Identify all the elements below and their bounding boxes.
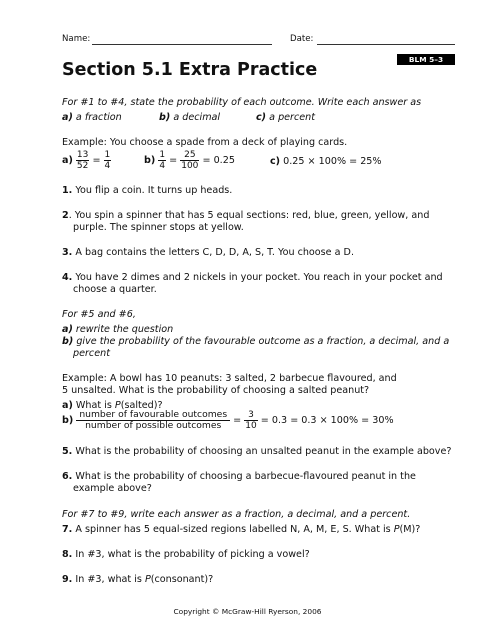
option-a-text: a fraction [75, 112, 122, 123]
fraction-numerator: 1 [104, 150, 111, 160]
question-2-cont: purple. The spinner stops at yellow. [73, 222, 244, 233]
example-1-a-marker: a) [62, 154, 73, 166]
question-text: In #3, what is [75, 574, 145, 585]
question-text: What is the probability of choosing a barbecue-flavoured peanut in the [75, 471, 416, 482]
question-number: 1. [62, 185, 73, 196]
equals-sign: = [92, 154, 101, 166]
example-1-c [270, 156, 382, 168]
example-2-b-marker: b) [62, 414, 74, 426]
answer-format-options [62, 112, 316, 124]
fraction-13-52 [76, 150, 89, 171]
fraction-numerator: number of favourable outcomes [76, 410, 230, 421]
question-number: 3. [62, 247, 73, 258]
fraction-numerator: 1 [159, 150, 166, 160]
date-line [317, 44, 455, 45]
question-4-cont: choose a quarter. [73, 284, 157, 295]
fraction-denominator: 10 [245, 421, 257, 431]
instructions-1: For #1 to #4, state the probability of each outcome. Write each answer as [62, 97, 422, 108]
instructions-2-b [62, 336, 449, 348]
example-1-c-marker: c) [270, 156, 281, 167]
fraction-1-4 [158, 150, 166, 171]
question-1 [62, 185, 232, 197]
example-1-b-result: = 0.25 [202, 154, 235, 166]
question-text: A bag contains the letters C, D, D, A, S, T. You choose a D. [75, 247, 354, 258]
question-number: 2 [62, 210, 69, 221]
fraction-numerator: 3 [244, 410, 257, 421]
instructions-2-b-cont: percent [73, 348, 110, 359]
fraction-denominator: number of possible outcomes [85, 420, 222, 431]
question-text: A spinner has 5 equal-sized regions labelled N, A, M, E, S. What is [75, 524, 394, 535]
example-2-a-text-post: (salted)? [120, 400, 163, 411]
fraction-denominator: 4 [104, 161, 111, 171]
fraction-numerator: 25 [180, 150, 199, 161]
question-9 [62, 574, 213, 586]
blm-badge: BLM 5–3 [397, 54, 455, 65]
page-title: Section 5.1 Extra Practice [62, 60, 318, 80]
question-5 [62, 446, 451, 458]
probability-p: P [393, 524, 400, 535]
name-line [92, 44, 272, 45]
instructions-3: For #7 to #9, write each answer as a fraction, a decimal, and a percent. [62, 509, 411, 520]
equals-sign: = [169, 154, 178, 166]
example-2-a-text: What is [75, 400, 115, 411]
probability-p: P [114, 400, 121, 411]
question-8 [62, 549, 310, 561]
fraction-numerator: 13 [76, 150, 89, 160]
instruction-a-text: rewrite the question [75, 324, 174, 335]
question-6 [62, 471, 416, 483]
question-number: 4. [62, 272, 73, 283]
question-2 [62, 210, 429, 222]
example-1-b-marker: b) [144, 154, 156, 166]
option-c-marker: c) [256, 112, 267, 123]
example-1-a [62, 150, 111, 171]
question-number: 8. [62, 549, 73, 560]
instruction-a-marker: a) [62, 324, 73, 335]
example-1-c-text: 0.25 × 100% = 25% [283, 156, 382, 167]
question-text: You have 2 dimes and 2 nickels in your pocket. You reach in your pocket and [75, 272, 443, 283]
option-b [159, 112, 220, 124]
fraction-denominator: 4 [159, 161, 166, 171]
fraction-outcomes [76, 410, 230, 431]
question-text: . You spin a spinner that has 5 equal sections: red, blue, green, yellow, and [68, 210, 430, 221]
instruction-b-text: give the probability of the favourable outcome as a fraction, a decimal, and a [76, 336, 450, 347]
instructions-2: For #5 and #6, [62, 309, 136, 320]
question-text: You flip a coin. It turns up heads. [75, 185, 233, 196]
copyright-footer: Copyright © McGraw-Hill Ryerson, 2006 [173, 607, 322, 616]
question-7 [62, 524, 420, 536]
question-number: 7. [62, 524, 73, 535]
question-text: In #3, what is the probability of picking a vowel? [75, 549, 310, 560]
fraction-denominator: 52 [76, 161, 89, 171]
example-1-b [144, 150, 235, 171]
fraction-3-10 [244, 410, 257, 431]
probability-p: P [144, 574, 151, 585]
question-text-post: (consonant)? [150, 574, 214, 585]
option-b-text: a decimal [173, 112, 221, 123]
option-c [256, 112, 315, 124]
question-text-post: (M)? [399, 524, 421, 535]
example-1-text: Example: You choose a spade from a deck of playing cards. [62, 137, 348, 148]
question-3 [62, 247, 354, 259]
question-4 [62, 272, 443, 284]
option-c-text: a percent [269, 112, 316, 123]
fraction-25-100 [180, 150, 199, 171]
instructions-2-a [62, 324, 173, 336]
question-6-cont: example above? [73, 483, 152, 494]
question-number: 9. [62, 574, 73, 585]
example-2-b [62, 410, 394, 434]
equals-sign: = [233, 414, 242, 426]
example-2-b-result: = 0.3 = 0.3 × 100% = 30% [260, 414, 394, 426]
instruction-b-marker: b) [62, 336, 74, 347]
question-number: 5. [62, 446, 73, 457]
example-2-text: Example: A bowl has 10 peanuts: 3 salted, 2 barbecue flavoured, and [62, 373, 397, 384]
fraction-1-4 [104, 150, 112, 171]
option-b-marker: b) [159, 112, 171, 123]
date-label: Date: [290, 34, 314, 44]
example-2-a-marker: a) [62, 400, 73, 411]
example-2-text-cont: 5 unsalted. What is the probability of choosing a salted peanut? [62, 385, 370, 396]
name-label: Name: [62, 34, 91, 44]
question-text: What is the probability of choosing an unsalted peanut in the example above? [75, 446, 452, 457]
option-a-marker: a) [62, 112, 73, 123]
fraction-denominator: 100 [181, 161, 199, 171]
question-number: 6. [62, 471, 73, 482]
